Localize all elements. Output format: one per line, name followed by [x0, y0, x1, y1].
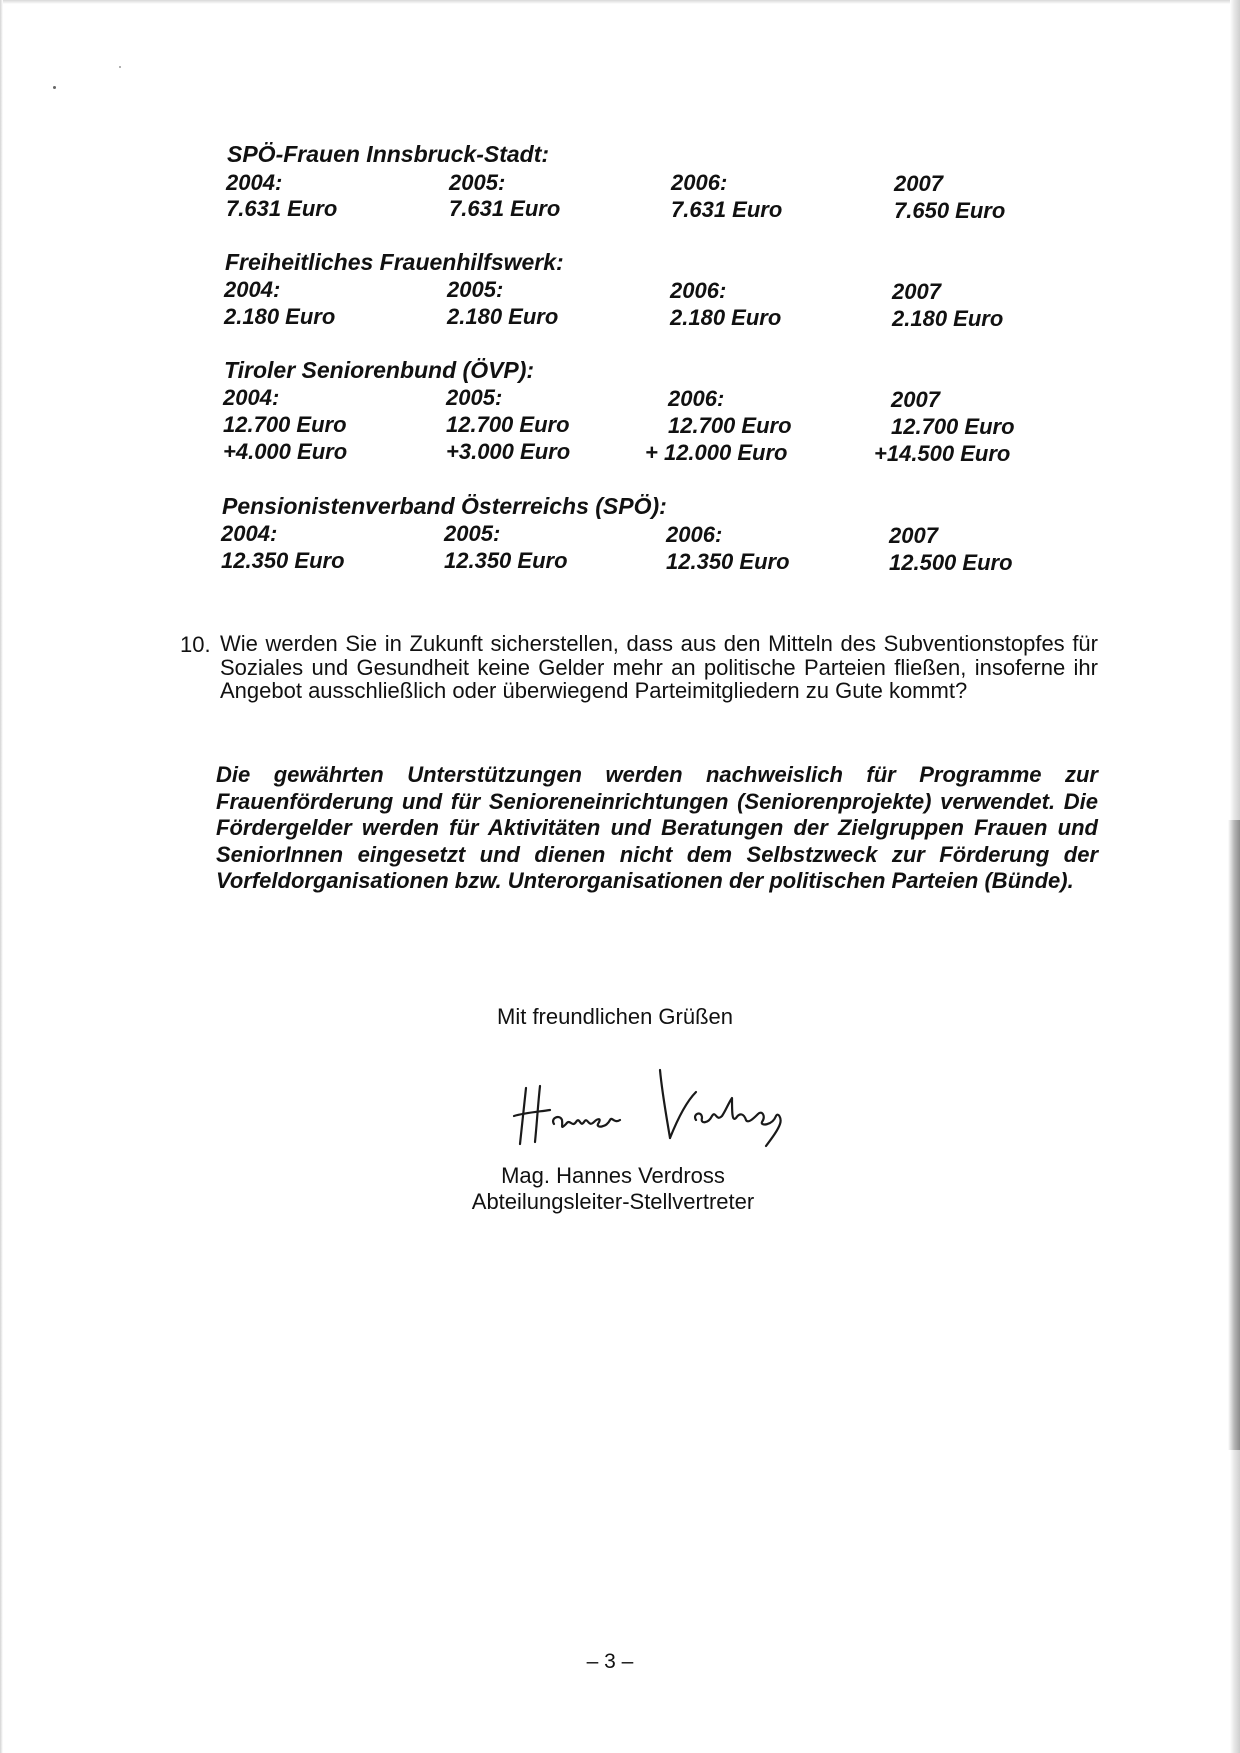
scan-edge-left — [0, 0, 3, 1753]
group-title: Tiroler Seniorenbund (ÖVP): — [224, 357, 535, 383]
year-label: 2004: — [223, 385, 280, 410]
year-label: 2004: — [226, 170, 283, 195]
amount: 12.700 Euro — [223, 412, 347, 437]
scan-edge-top — [0, 0, 1240, 4]
handwritten-signature — [510, 1058, 810, 1153]
amount: 7.631 Euro — [449, 196, 561, 221]
scan-edge-right-shadow — [1228, 820, 1240, 1450]
amount: 2.180 Euro — [892, 306, 1004, 331]
additional-amount: + 12.000 Euro — [645, 440, 788, 465]
year-label: 2007 — [894, 171, 943, 196]
scan-speck — [53, 86, 56, 89]
question-number: 10. — [180, 632, 211, 657]
amount: 12.500 Euro — [889, 550, 1013, 575]
signer-title: Abteilungsleiter-Stellvertreter — [471, 1189, 755, 1214]
year-label: 2005: — [444, 521, 501, 546]
year-label: 2004: — [224, 277, 281, 302]
amount: 7.650 Euro — [894, 198, 1006, 223]
signer-name: Mag. Hannes Verdross — [501, 1163, 725, 1188]
additional-amount: +14.500 Euro — [874, 441, 1011, 466]
closing-greeting: Mit freundlichen Grüßen — [497, 1004, 733, 1029]
answer-text: Die gewährten Unterstützungen werden nachweislich für Programme zur Frauenförderung und für Senioreneinrichtungen (Seniorenprojekte) verwendet. Die Fördergelder werden für Aktivitäten und Beratungen der Zielgruppen Frauen und SeniorInnen eingesetzt und dienen nicht dem Selbstzweck zur Förderung der Vorfeldorganisationen bzw. Unterorganisationen der politischen Parteien (Bünde). — [216, 762, 1098, 893]
amount: 12.700 Euro — [446, 412, 570, 437]
year-label: 2007 — [891, 387, 940, 412]
year-label: 2006: — [671, 170, 728, 195]
amount: 12.700 Euro — [891, 414, 1015, 439]
year-label: 2006: — [666, 522, 723, 547]
question-text: Wie werden Sie in Zukunft sicherstellen, dass aus den Mitteln des Subventionstopfes für Soziales und Gesundheit keine Gelder mehr an politische Parteien fließen, insoferne ihr Angebot ausschließlich oder überwiegend Parteimitgliedern zu Gute kommt? — [220, 631, 1098, 703]
year-label: 2006: — [670, 278, 727, 303]
year-label: 2004: — [221, 521, 278, 546]
amount: 12.350 Euro — [444, 548, 568, 573]
scan-speck — [119, 66, 121, 68]
year-label: 2007 — [889, 523, 938, 548]
amount: 12.350 Euro — [221, 548, 345, 573]
amount: 7.631 Euro — [226, 196, 338, 221]
year-label: 2005: — [447, 277, 504, 302]
page-number: – 3 – — [586, 1650, 634, 1673]
group-title: Pensionistenverband Österreichs (SPÖ): — [222, 493, 667, 519]
group-title: SPÖ-Frauen Innsbruck-Stadt: — [227, 141, 550, 167]
amount: 2.180 Euro — [224, 304, 336, 329]
amount: 12.700 Euro — [668, 413, 792, 438]
group-title: Freiheitliches Frauenhilfswerk: — [225, 249, 564, 275]
additional-amount: +4.000 Euro — [223, 439, 348, 464]
year-label: 2005: — [449, 170, 506, 195]
year-label: 2006: — [668, 386, 725, 411]
year-label: 2007 — [892, 279, 941, 304]
year-label: 2005: — [446, 385, 503, 410]
amount: 2.180 Euro — [670, 305, 782, 330]
amount: 2.180 Euro — [447, 304, 559, 329]
amount: 12.350 Euro — [666, 549, 790, 574]
amount: 7.631 Euro — [671, 197, 783, 222]
additional-amount: +3.000 Euro — [446, 439, 571, 464]
